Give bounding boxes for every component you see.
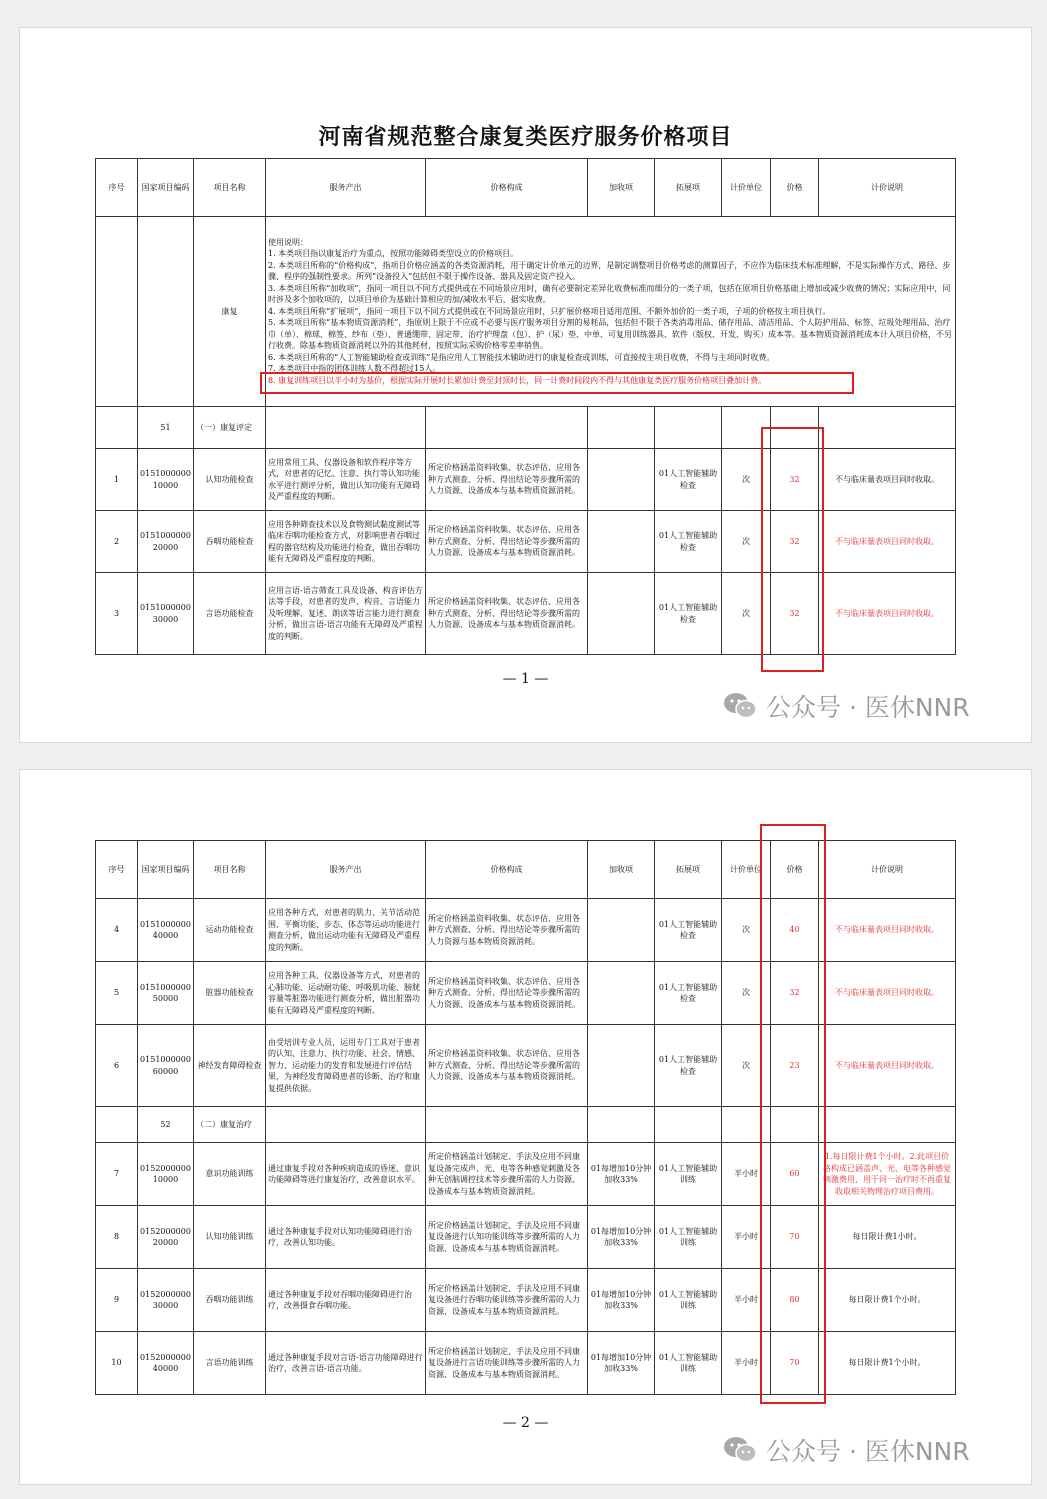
pricing-note: 不与临床量表项目同时收取。 — [819, 962, 956, 1025]
usage-note-line: 使用说明： — [268, 237, 308, 247]
intro-category-name: 康复 — [194, 217, 266, 407]
price-value: 23 — [771, 1025, 819, 1107]
table-row — [96, 1143, 956, 1206]
service-output: 由受培训专业人员，运用专门工具对于患者的认知、注意力、执行功能、社会、情感、智力、运动能力的发育和发展进行评估结果，为神经发育障碍患者的诊断、治疗和康复提供依据。 — [266, 1025, 426, 1107]
extension-item: 01人工智能辅助检查 — [655, 449, 722, 511]
pricing-note: 每日限计费1个小时。 — [819, 1332, 956, 1395]
table-row — [96, 1025, 956, 1107]
surcharge-item — [588, 511, 655, 573]
document-title: 河南省规范整合康复类医疗服务价格项目 — [318, 124, 733, 150]
extension-item: 01人工智能辅助检查 — [655, 573, 722, 655]
price-composition: 所定价格涵盖资料收集、状态评估、应用各种方式测查、分析、得出结论等步骤所需的人力资源、设备成本与基本物质资源消耗。 — [426, 962, 588, 1025]
table-row — [96, 1269, 956, 1332]
usage-note-line: 5. 本类项目所称“基本物质资源消耗”，指原则上限于不应或不必要与医疗服务项目分割的易耗品，包括但不限于各类消毒用品、储存用品、清洁用品、个人防护用品、标签、垃圾处理用品、治疗巾（单）、棉球、棉签、纱布（垫）、普通绷带、固定带、治疗护理盘（包）、护（尿）垫、中单、可复用训练器具、软件（版权、开发、购买）成本等。基本物质资源消耗成本计入项目价格，不另行收费。除基本物质资源消耗以外的其他耗材，按照实际采购价格零差率销售。 — [268, 318, 952, 351]
column-header: 拓展项 — [655, 159, 722, 217]
price-composition: 所定价格涵盖资料收集、状态评估、应用各种方式测查、分析、得出结论等步骤所需的人力资源、设备成本与基本物质资源消耗。 — [426, 449, 588, 511]
project-code: 0151000000 10000 — [138, 449, 194, 511]
project-code: 0151000000 60000 — [138, 1025, 194, 1107]
project-code: 0151000000 20000 — [138, 511, 194, 573]
price-composition: 所定价格涵盖资料收集、状态评估、应用各种方式测查、分析、得出结论等步骤所需的人力资源、设备成本与基本物质资源消耗。 — [426, 1025, 588, 1107]
project-name: 吞咽功能检查 — [194, 511, 266, 573]
page-number: — 2 — — [502, 1415, 549, 1431]
column-header: 计价单位 — [722, 841, 771, 899]
surcharge-item: 01每增加10分钟加收33% — [588, 1206, 655, 1269]
pricing-note: 每日限计费1小时。 — [819, 1206, 956, 1269]
service-output: 通过各种康复手段对认知功能障碍进行治疗，改善认知功能。 — [266, 1206, 426, 1269]
price-composition: 所定价格涵盖计划制定、手法及应用不同康复设备进行吞咽功能训练等步骤所需的人力资源、设备成本与基本物质资源消耗。 — [426, 1269, 588, 1332]
extension-item: 01人工智能辅助检查 — [655, 1025, 722, 1107]
column-header: 国家项目编码 — [138, 841, 194, 899]
column-header: 价格构成 — [426, 159, 588, 217]
category-code: 52 — [138, 1107, 194, 1143]
project-name: 言语功能检查 — [194, 573, 266, 655]
usage-note-line: 4. 本类项目所称“扩展项”，指同一项目下以不同方式提供或在不同场景应用时，只扩展价格项目适用范围、不额外加价的一类子项，子项的价格按主项目执行。 — [268, 306, 831, 316]
project-code: 0151000000 50000 — [138, 962, 194, 1025]
extension-item: 01人工智能辅助检查 — [655, 511, 722, 573]
column-header: 价格构成 — [426, 841, 588, 899]
column-header: 拓展项 — [655, 841, 722, 899]
category-row — [96, 407, 956, 449]
column-header: 项目名称 — [194, 159, 266, 217]
price-composition: 所定价格涵盖计划制定、手法及应用不同康复设备完成声、光、电等各种感觉刺激及各种无创脑调控技术等步骤所需的人力资源、设备成本与基本物质资源消耗。 — [426, 1143, 588, 1206]
column-header: 计价说明 — [819, 841, 956, 899]
price-composition: 所定价格涵盖计划制定、手法及应用不同康复设备进行言语功能训练等步骤所需的人力资源、设备成本与基本物质资源消耗。 — [426, 1332, 588, 1395]
usage-note-line: 7. 本类项目中指的团体训练人数不得超过15人。 — [268, 364, 441, 374]
column-header: 序号 — [96, 159, 138, 217]
price-value: 32 — [771, 511, 819, 573]
surcharge-item — [588, 962, 655, 1025]
table-row — [96, 899, 956, 962]
service-output: 应用各种筛查技术以及食物测试黏度测试等临床吞咽功能检查方式，对影响患者吞咽过程的器官结构及功能进行检查，做出吞咽功能有无障碍及严重程度的判断。 — [266, 511, 426, 573]
rows-page-2-treatment — [96, 1143, 956, 1395]
surcharge-item — [588, 449, 655, 511]
pricing-unit: 次 — [722, 899, 771, 962]
pricing-unit: 半小时 — [722, 1269, 771, 1332]
price-value: 60 — [771, 1143, 819, 1206]
rows-page-1 — [96, 449, 956, 655]
row-number: 10 — [96, 1332, 138, 1395]
surcharge-item — [588, 573, 655, 655]
row-number: 9 — [96, 1269, 138, 1332]
service-output: 通过各种康复手段对吞咽功能障碍进行治疗，改善摄食吞咽功能。 — [266, 1269, 426, 1332]
pricing-unit: 次 — [722, 962, 771, 1025]
wechat-icon — [722, 1435, 758, 1465]
usage-note-line: 3. 本类项目所称“加收项”，指同一项目以不同方式提供或在不同场景应用时，确有必要制定差异化收费标准而细分的一类子项，包括在原项目价格基础上增加或减少收费的情况；实际应用中，同时涉及多个加收项的，以项目单价为基础计算相应的加/减收水平后，据实收费。 — [268, 283, 951, 305]
project-name: 脏器功能检查 — [194, 962, 266, 1025]
column-header: 加收项 — [588, 841, 655, 899]
project-name: 认知功能检查 — [194, 449, 266, 511]
highlight-box-usage-note-8 — [260, 372, 854, 394]
table-row — [96, 573, 956, 655]
pricing-unit: 次 — [722, 1025, 771, 1107]
usage-note-line: 1. 本类项目指以康复治疗为重点，按照功能障碍类型设立的价格项目。 — [268, 249, 519, 259]
category-name: （二）康复治疗 — [194, 1107, 266, 1143]
row-number: 6 — [96, 1025, 138, 1107]
row-number: 1 — [96, 449, 138, 511]
pricing-note: 不与临床量表项目同时收取。 — [819, 1025, 956, 1107]
price-value: 32 — [771, 962, 819, 1025]
pricing-note: 不与临床量表项目同时收取。 — [819, 573, 956, 655]
row-number: 4 — [96, 899, 138, 962]
row-number: 7 — [96, 1143, 138, 1206]
service-output: 应用常用工具、仪器设备和软件程序等方式，对患者的记忆、注意、执行等认知功能水平进行测评分析，做出认知功能有无障碍及严重程度的判断。 — [266, 449, 426, 511]
extension-item: 01人工智能辅助检查 — [655, 899, 722, 962]
pricing-note: 1.每日限计费1个小时。2.此项目价格构成已涵盖声、光、电等各种感觉刺激费用，用于同一治疗时不再重复收取相关物理治疗项目费用。 — [819, 1143, 956, 1206]
table-row — [96, 1206, 956, 1269]
extension-item: 01人工智能辅助训练 — [655, 1143, 722, 1206]
column-header: 国家项目编码 — [138, 159, 194, 217]
document-page-2 — [20, 770, 1031, 1484]
extension-item: 01人工智能辅助训练 — [655, 1269, 722, 1332]
row-number: 5 — [96, 962, 138, 1025]
watermark — [722, 1432, 970, 1468]
pricing-unit: 次 — [722, 573, 771, 655]
table-row — [96, 1332, 956, 1395]
service-output: 应用言语-语言筛查工具及设备、构音评估方法等手段，对患者的发声、构音、言语能力及听理解、复述、朗读等语言能力进行测查分析，做出言语-语言功能有无障碍及严重程度的判断。 — [266, 573, 426, 655]
category-name: （一）康复评定 — [194, 407, 266, 449]
column-header: 服务产出 — [266, 159, 426, 217]
price-value: 80 — [771, 1269, 819, 1332]
pricing-note: 不与临床量表项目同时收取。 — [819, 511, 956, 573]
project-code: 0152000000 10000 — [138, 1143, 194, 1206]
project-code: 0152000000 40000 — [138, 1332, 194, 1395]
table-header-row — [96, 841, 956, 899]
surcharge-item: 01每增加10分钟加收33% — [588, 1143, 655, 1206]
column-header: 加收项 — [588, 159, 655, 217]
extension-item: 01人工智能辅助训练 — [655, 1206, 722, 1269]
table-header-row — [96, 159, 956, 217]
service-output: 通过康复手段对各种疾病造成的昏迷、意识功能障碍等进行康复治疗，改善意识水平。 — [266, 1143, 426, 1206]
project-name: 认知功能训练 — [194, 1206, 266, 1269]
price-composition: 所定价格涵盖资料收集、状态评估、应用各种方式测查、分析、得出结论等步骤所需的人力资源与基本物质资源消耗。 — [426, 899, 588, 962]
watermark — [722, 688, 970, 724]
pricing-unit: 次 — [722, 449, 771, 511]
extension-item: 01人工智能辅助检查 — [655, 962, 722, 1025]
pricing-note: 每日限计费1个小时。 — [819, 1269, 956, 1332]
project-name: 言语功能训练 — [194, 1332, 266, 1395]
surcharge-item — [588, 899, 655, 962]
column-header: 计价单位 — [722, 159, 771, 217]
column-header: 项目名称 — [194, 841, 266, 899]
price-value: 32 — [771, 573, 819, 655]
usage-note-line: 2. 本类项目所称的“价格构成”，指项目价格应涵盖的各类资源消耗，用于确定计价单元的边界，是制定调整项目价格考虑的测算因子，不应作为临床技术标准理解，不是实际操作方式、路径、步骤、程序的强制性要求。所列“设备投入”包括但不限于操作设备、器具及固定资产投入。 — [268, 260, 951, 282]
highlight-box-price-column — [760, 824, 826, 1404]
pricing-note: 不与临床量表项目同时收取。 — [819, 899, 956, 962]
price-composition: 所定价格涵盖计划制定、手法及应用不同康复设备进行认知功能训练等步骤所需的人力资源、设备成本与基本物质资源消耗。 — [426, 1206, 588, 1269]
pricing-unit: 次 — [722, 511, 771, 573]
pricing-note: 不与临床量表项目同时收取。 — [819, 449, 956, 511]
watermark-text: 公众号 · 医休NNR — [766, 1437, 970, 1466]
price-table-page-1 — [95, 158, 956, 655]
service-output: 应用各种方式，对患者的肌力、关节活动范围、平衡功能、步态、体态等运动功能进行测查分析，做出运动功能有无障碍及严重程度的判断。 — [266, 899, 426, 962]
price-table-page-2 — [95, 840, 956, 1395]
table-row — [96, 511, 956, 573]
price-value: 40 — [771, 899, 819, 962]
project-code: 0152000000 30000 — [138, 1269, 194, 1332]
rows-page-2-assessment — [96, 899, 956, 1107]
watermark-text: 公众号 · 医休NNR — [766, 693, 970, 722]
wechat-icon — [722, 691, 758, 721]
row-number: 3 — [96, 573, 138, 655]
table-row — [96, 449, 956, 511]
project-name: 意识功能训练 — [194, 1143, 266, 1206]
surcharge-item — [588, 1025, 655, 1107]
price-value: 70 — [771, 1206, 819, 1269]
usage-note-line: 6. 本类项目所称的“人工智能辅助检查或训练”是指应用人工智能技术辅助进行的康复检查或训练，可直接按主项目收费，不得与主项同时收费。 — [268, 352, 775, 362]
project-name: 吞咽功能训练 — [194, 1269, 266, 1332]
column-header: 服务产出 — [266, 841, 426, 899]
surcharge-item: 01每增加10分钟加收33% — [588, 1332, 655, 1395]
pricing-unit: 半小时 — [722, 1206, 771, 1269]
project-name: 神经发育障碍检查 — [194, 1025, 266, 1107]
row-number: 8 — [96, 1206, 138, 1269]
project-name: 运动功能检查 — [194, 899, 266, 962]
project-code: 0152000000 20000 — [138, 1206, 194, 1269]
column-header: 序号 — [96, 841, 138, 899]
price-composition: 所定价格涵盖资料收集、状态评估、应用各种方式测查、分析、得出结论等步骤所需的人力资源、设备成本与基本物质资源消耗。 — [426, 573, 588, 655]
project-code: 0151000000 30000 — [138, 573, 194, 655]
highlight-box-price-column — [761, 427, 824, 672]
service-output: 通过各种康复手段对言语-语言功能障碍进行治疗，改善言语-语言功能。 — [266, 1332, 426, 1395]
price-composition: 所定价格涵盖资料收集、状态评估、应用各种方式测查、分析、得出结论等步骤所需的人力资源、设备成本与基本物质资源消耗。 — [426, 511, 588, 573]
row-number: 2 — [96, 511, 138, 573]
surcharge-item: 01每增加10分钟加收33% — [588, 1269, 655, 1332]
price-value: 70 — [771, 1332, 819, 1395]
column-header: 价格 — [771, 841, 819, 899]
project-code: 0151000000 40000 — [138, 899, 194, 962]
pricing-unit: 半小时 — [722, 1143, 771, 1206]
extension-item: 01人工智能辅助训练 — [655, 1332, 722, 1395]
page-number: — 1 — — [502, 671, 549, 687]
table-row — [96, 962, 956, 1025]
category-code: 51 — [138, 407, 194, 449]
document-page-1 — [20, 28, 1031, 742]
column-header: 计价说明 — [819, 159, 956, 217]
service-output: 应用各种工具、仪器设备等方式，对患者的心肺功能、运动耐功能、呼吸肌功能、膀胱容量等脏器功能进行测查分析，做出脏器功能有无障碍及严重程度的判断。 — [266, 962, 426, 1025]
usage-note-highlight: 8. 康复训练项目以半小时为基价，根据实际开展时长累加计费至封顶时长，同一计费时间段内不得与其他康复类医疗服务价格项目叠加计费。 — [268, 375, 767, 385]
price-value: 32 — [771, 449, 819, 511]
pricing-unit: 半小时 — [722, 1332, 771, 1395]
category-row — [96, 1107, 956, 1143]
column-header: 价格 — [771, 159, 819, 217]
